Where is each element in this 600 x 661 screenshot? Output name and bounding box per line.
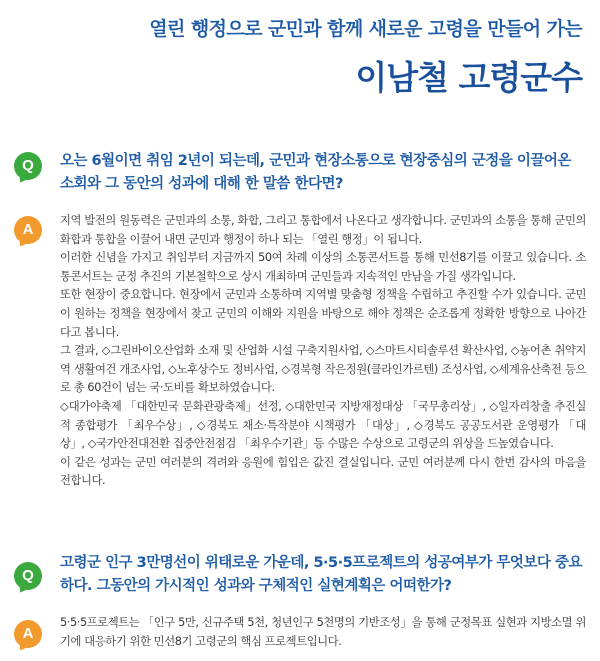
answer-paragraph: ◇대가야축제 「대한민국 문화관광축제」선정, ◇대한민국 지방재정대상 「국무총리상」, ◇일자리창출 추진실적 종합평가 「최우수상」, ◇경북도 채소·특작분야 시책평가 「대상」, ◇경북도 공공도서관 운영평가 「대상」, ◇국가안전대전환 집중안전점검 「최우수기관」등 수많은 수상으로 고령군의 위상을 드높였습니다. [60, 399, 586, 451]
header-subtitle: 열린 행정으로 군민과 함께 새로운 고령을 만들어 가는 [149, 18, 582, 40]
answer-badge-icon: A [14, 216, 42, 244]
question-1 [14, 150, 586, 196]
answer-paragraph: 지역 발전의 원동력은 군민과의 소통, 화합, 그리고 통합에서 나온다고 생각합니다. 군민과의 소통을 통해 군민의 화합과 통합을 이끌어 내면 군민과 행정이 하나 되는 「열린 행정」이 됩니다. [60, 214, 586, 246]
question-2 [14, 552, 586, 598]
question-badge-icon: Q [14, 562, 42, 590]
answer-1 [14, 212, 586, 491]
answer-paragraph: 이 같은 성과는 군민 여러분의 격려와 응원에 힘입은 값진 결실입니다. 군민 여러분께 다시 한번 감사의 마음을 전합니다. [60, 455, 586, 488]
answer-text [60, 212, 586, 491]
answer-paragraph: 이러한 신념을 가지고 취임부터 지금까지 50여 차례 이상의 소통콘서트를 통해 민선8기를 이끌고 있습니다. 소통콘서트는 군정 추진의 기본철학으로 상시 개최하며 군민들과 지속적인 만남을 가질 생각입니다. [60, 251, 586, 283]
question-text: 오는 6월이면 취임 2년이 되는데, 군민과 현장소통으로 현장중심의 군정을 이끌어온 소회와 그 동안의 성과에 대해 한 말씀 한다면? [60, 153, 571, 192]
answer-2 [14, 614, 586, 651]
answer-paragraph: 그 결과, ◇그린바이오산업화 소재 및 산업화 시설 구축지원사업, ◇스마트시티솔루션 확산사업, ◇농어촌 취약지역 생활여건 개조사업, ◇노후상수도 정비사업, ◇경북형 작은정원(클라인가르텐) 조성사업, ◇세계유산축전 등으로 총 60건이 넘는 국·도비를 확보하였습니다. [60, 344, 586, 395]
question-badge-icon: Q [14, 152, 42, 180]
question-text: 고령군 인구 3만명선이 위태로운 가운데, 5·5·5프로젝트의 성공여부가 무엇보다 중요하다. 그동안의 가시적인 성과와 구체적인 실현계획은 어떠한가? [60, 555, 582, 594]
answer-badge-icon: A [14, 620, 42, 648]
page-title: 이남철 고령군수 [355, 58, 582, 97]
answer-paragraph: 또한 현장이 중요합니다. 현장에서 군민과 소통하며 지역별 맞춤형 정책을 수립하고 추진할 수가 있습니다. 군민이 원하는 정책을 현장에서 찾고 군민의 이해와 지원을 바탕으로 해야 정책은 순조롭게 정확한 방향으로 나아간다고 봅니다. [60, 288, 586, 339]
answer-text [60, 614, 586, 651]
answer-paragraph: 5·5·5프로젝트는 「인구 5만, 신규주택 5천, 청년인구 5천명의 기반조성」을 통해 군정목표 실현과 지방소멸 위기에 대응하기 위한 민선8기 고령군의 핵심 프로젝트입니다. [60, 616, 586, 648]
